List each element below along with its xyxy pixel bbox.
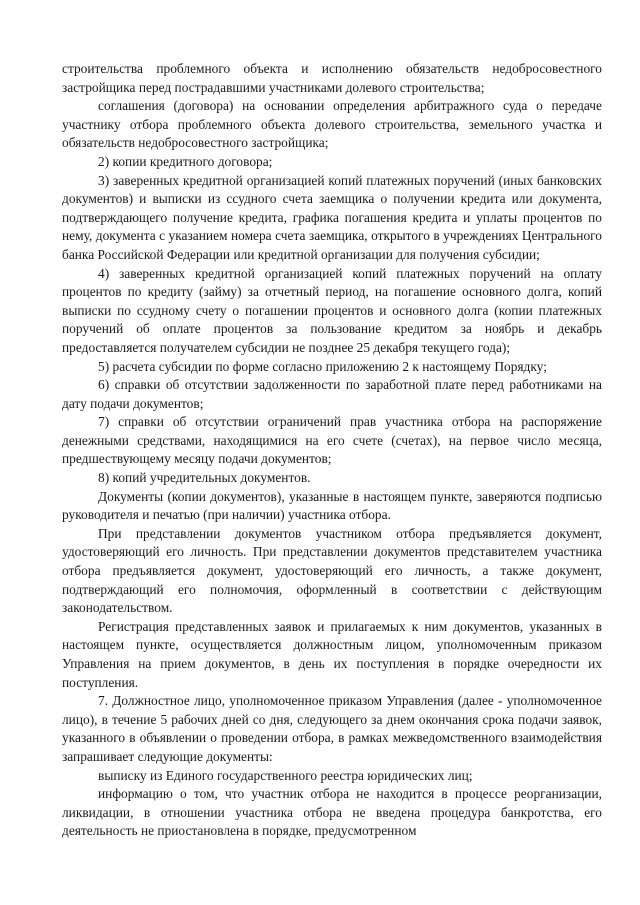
paragraph: выписку из Единого государственного реестра юридических лиц; xyxy=(98,767,473,783)
document-page xyxy=(62,60,602,841)
paragraph: 4) заверенных кредитной организацией копий платежных поручений на оплату процентов по кредиту (займу) за отчетный период, на погашение основного долга, копий выписки по ссудному счету о погашении процентов и основного долга (копии платежных поручений об оплате процентов за пользование кредитом за ноябрь и декабрь предоставляется получателем субсидии не позднее 25 декабря текущего года); xyxy=(62,265,602,355)
paragraph: соглашения (договора) на основании определения арбитражного суда о передаче участнику отбора проблемного объекта долевого строительства, земельного участка и обязательств недобросовестного застройщика; xyxy=(62,98,602,151)
paragraph: 5) расчета субсидии по форме согласно приложению 2 к настоящему Порядку; xyxy=(98,358,547,374)
paragraph: 6) справки об отсутствии задолженности по заработной плате перед работниками на дату подачи документов; xyxy=(62,377,602,411)
paragraph: информацию о том, что участник отбора не находится в процессе реорганизации, ликвидации, в отношении участника отбора не введена процедура банкротства, его деятельность не приостановлена в порядке, предусмотренном xyxy=(62,786,602,839)
paragraph: Регистрация представленных заявок и прилагаемых к ним документов, указанных в настоящем пункте, осуществляется должностным лицом, уполномоченным приказом Управления на прием документов, в день их поступления в порядке очередности их поступления. xyxy=(62,618,602,690)
paragraph: строительства проблемного объекта и исполнению обязательств недобросовестного застройщика перед пострадавшими участниками долевого строительства; xyxy=(62,61,602,95)
paragraph: Документы (копии документов), указанные в настоящем пункте, заверяются подписью руководителя и печатью (при наличии) участника отбора. xyxy=(62,488,602,523)
paragraph: 7) справки об отсутствии ограничений прав участника отбора на распоряжение денежными средствами, находящимися на его счете (счетах), на первое число месяца, предшествующему месяцу подачи документов; xyxy=(62,414,602,467)
paragraph: 3) заверенных кредитной организацией копий платежных поручений (иных банковских документов) и выписки из ссудного счета заемщика о получении кредита или документа, подтверждающего получение кредита, графика погашения кредита и уплаты процентов по нему, документа с указанием номера счета заемщика, открытого в учреждениях Центрального банка Российской Федерации или кредитной организации для получения субсидии; xyxy=(62,172,602,262)
paragraph: При представлении документов участником отбора предъявляется документ, удостоверяющий его личность. При представлении документов представителем участника отбора предъявляется документ, удостоверяющий его личность, а также документ, подтверждающий его полномочия, оформленный в соответствии с действующим законодательством. xyxy=(62,525,602,616)
paragraph: 2) копии кредитного договора; xyxy=(98,153,273,169)
paragraph: 7. Должностное лицо, уполномоченное приказом Управления (далее - уполномоченное лицо), в течение 5 рабочих дней со дня, следующего за днем окончания срока подачи заявок, указанного в объявлении о проведении отбора, в рамках межведомственного взаимодействия запрашивает следующие документы: xyxy=(62,693,602,764)
paragraph: 8) копий учредительных документов. xyxy=(98,470,311,486)
